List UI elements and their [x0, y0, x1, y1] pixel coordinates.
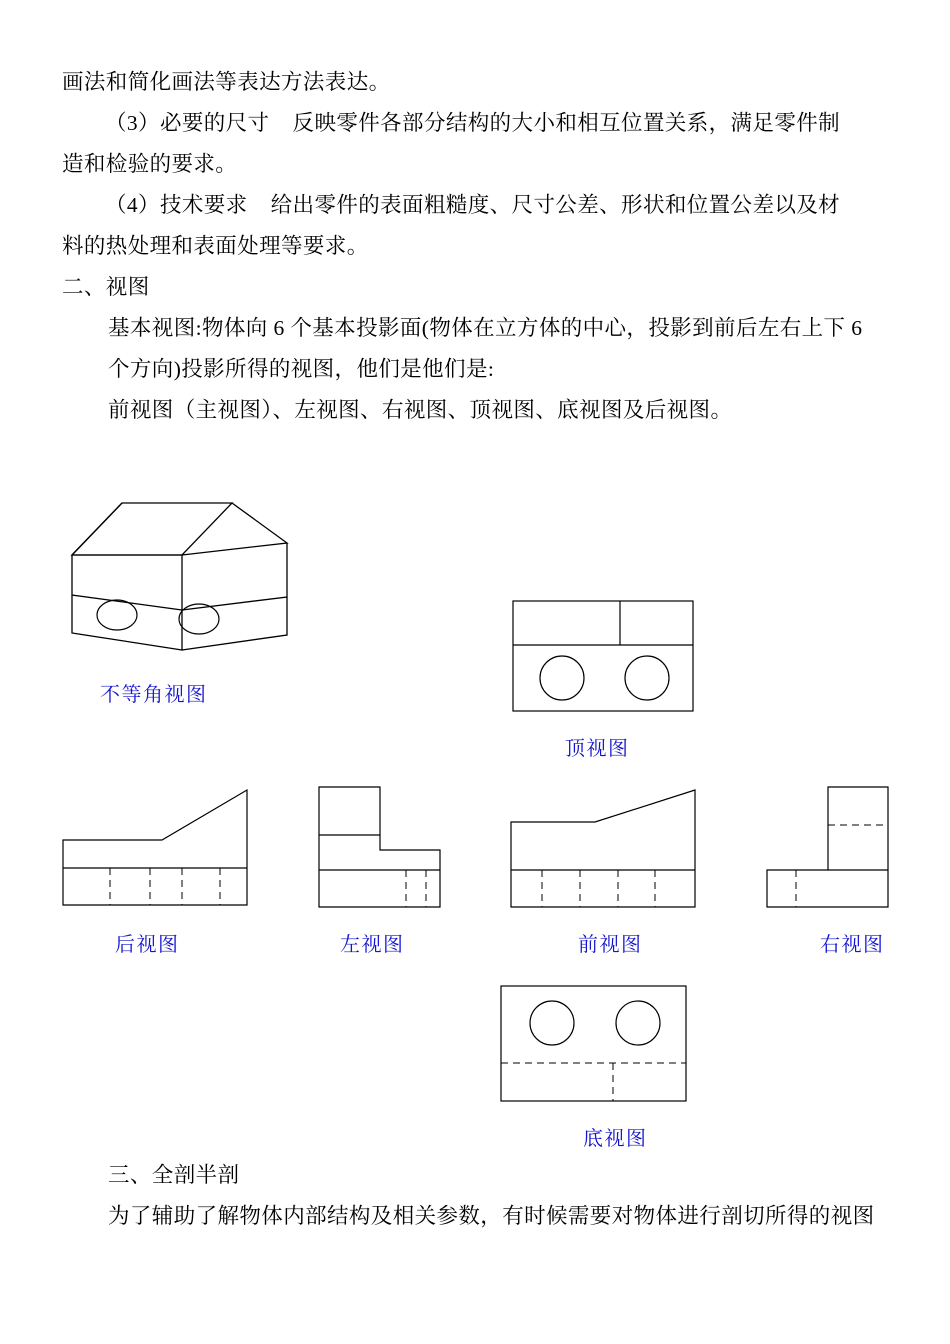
- figure-front-view: [510, 782, 710, 917]
- figure-rear-view: [62, 780, 262, 915]
- body-text: [62, 62, 890, 431]
- figure-right-view: [766, 782, 896, 917]
- paragraph-line-5: 料的热处理和表面处理等要求。: [62, 234, 369, 258]
- caption-left-view: 左视图: [340, 934, 405, 956]
- paragraph-line-9: 前视图（主视图）、左视图、右视图、顶视图、底视图及后视图。: [108, 398, 733, 422]
- caption-isometric: 不等角视图: [100, 684, 208, 706]
- paragraph-line-3: 造和检验的要求。: [62, 152, 238, 176]
- paragraph-line-7: 基本视图:物体向 6 个基本投影面(物体在立方体的中心，投影到前后左右上下 6: [108, 316, 863, 340]
- section-heading-sections: 三、全剖半剖: [108, 1163, 240, 1187]
- section-heading-views: 二、视图: [62, 275, 150, 299]
- paragraph-line-11: 为了辅助了解物体内部结构及相关参数，有时候需要对物体进行剖切所得的视图: [108, 1204, 875, 1228]
- paragraph-line-2: （3）必要的尺寸 反映零件各部分结构的大小和相互位置关系，满足零件制: [105, 111, 841, 135]
- figure-left-view: [318, 782, 448, 917]
- caption-right-view: 右视图: [820, 934, 885, 956]
- paragraph-line-8: 个方向)投影所得的视图，他们是他们是:: [108, 357, 495, 381]
- caption-bottom-view: 底视图: [583, 1128, 648, 1150]
- paragraph-line-1: 画法和简化画法等表达方法表达。: [62, 70, 391, 94]
- caption-rear-view: 后视图: [115, 934, 180, 956]
- caption-front-view: 前视图: [578, 934, 643, 956]
- figure-isometric: [62, 485, 302, 670]
- figure-top-view: [512, 600, 702, 720]
- body-text-bottom: [62, 1155, 890, 1237]
- paragraph-line-4: （4）技术要求 给出零件的表面粗糙度、尺寸公差、形状和位置公差以及材: [105, 193, 841, 217]
- figure-bottom-view: [500, 985, 700, 1110]
- caption-top-view: 顶视图: [565, 738, 630, 760]
